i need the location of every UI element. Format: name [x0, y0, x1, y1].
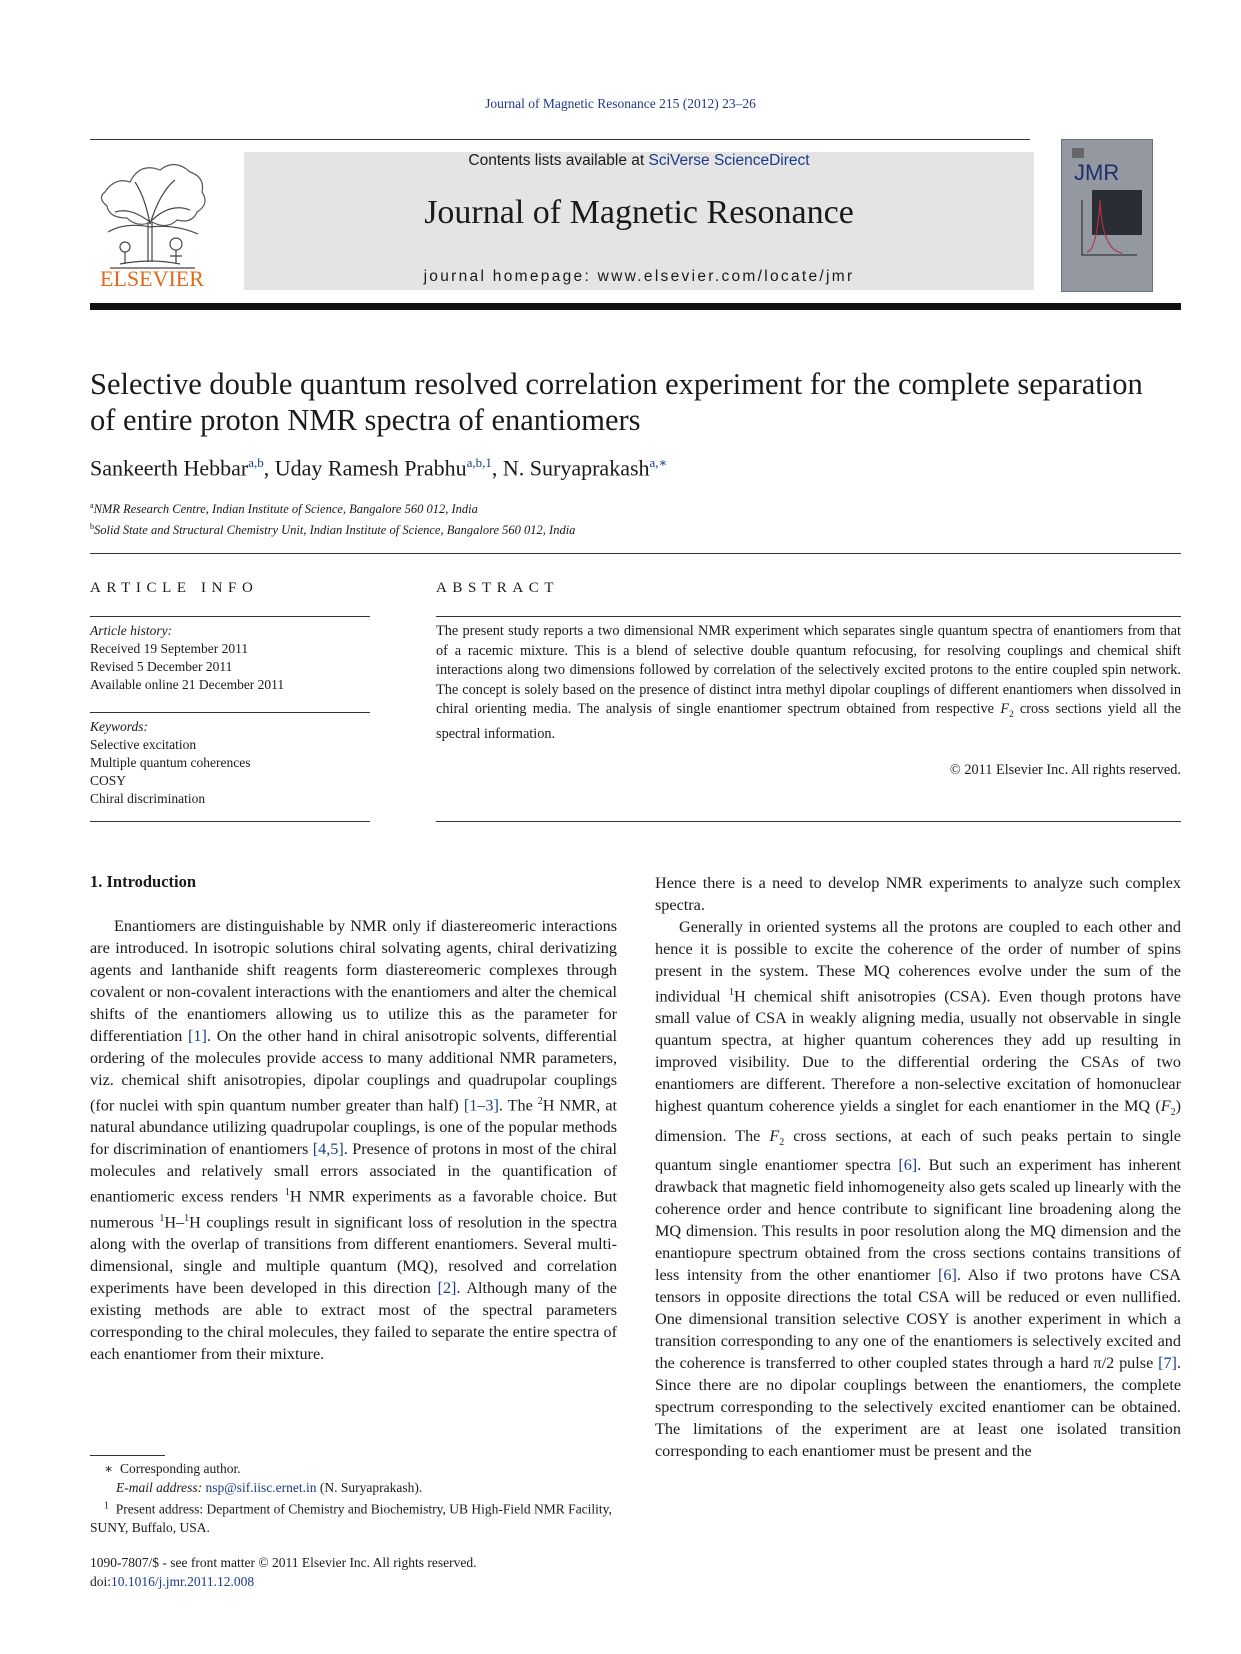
body-column-left: [90, 915, 617, 1365]
keyword: Multiple quantum coherences: [90, 755, 251, 770]
footnote: ∗ Corresponding author.: [104, 1461, 241, 1476]
tree-icon: [90, 152, 215, 292]
paragraph: Hence there is a need to develop NMR experiments to analyze such complex spectra.: [655, 874, 1181, 914]
article-info-heading: ARTICLE INFO: [90, 580, 259, 596]
divider: [90, 553, 1181, 554]
abstract-copyright: © 2011 Elsevier Inc. All rights reserved.: [949, 762, 1181, 778]
sciencedirect-link[interactable]: SciVerse ScienceDirect: [648, 152, 810, 169]
author-name: Sankeerth Hebbar: [90, 455, 249, 481]
section-heading: 1. Introduction: [90, 872, 197, 891]
divider: [436, 821, 1181, 822]
citation-link[interactable]: [6]: [937, 1265, 957, 1284]
svg-text:ELSEVIER: ELSEVIER: [100, 266, 204, 291]
email-link[interactable]: nsp@sif.iisc.ernet.in: [205, 1479, 317, 1495]
elsevier-logo: [90, 152, 215, 292]
journal-homepage[interactable]: journal homepage: www.elsevier.com/locate/jmr: [423, 268, 855, 285]
keyword: Selective excitation: [90, 737, 197, 752]
citation-link[interactable]: [7]: [1158, 1353, 1177, 1372]
author-name: N. Suryaprakash: [502, 455, 650, 481]
journal-banner: [244, 152, 1034, 290]
divider: [436, 616, 1181, 617]
footnote-rule: [90, 1455, 165, 1456]
affiliation: $^b$Solid State and Structural Chemistry Unit, Indian Institute of Science, Bangalore 560 012, India: [90, 522, 576, 538]
cover-image: [1062, 140, 1152, 291]
abstract-text: The present study reports a two dimensional NMR experiment which separates single quantum spectra of enantiomers from that of a racemic mixture. This is a blend of selective double quantum refocusing, for resolving couplings and chemical shift interactions along two dimensions followed by correlation of the selectively excited protons to the entire coupled spin network. The concept is solely based on the presence of distinct intra methyl dipolar couplings of different enantiomers when dissolved in chiral orienting media. The analysis of single enantiomer spectrum obtained from respective $F_2$ cross sections yield all the spectral information.: [436, 623, 1181, 742]
citation-link[interactable]: [4,5]: [312, 1140, 344, 1159]
header-rule: [90, 139, 1030, 140]
header-thick-rule: [90, 303, 1181, 310]
footer-issn: 1090-7807/$ - see front matter © 2011 Elsevier Inc. All rights reserved. doi:10.1016/j.jmr.2011.12.008: [90, 1555, 477, 1589]
divider: [90, 821, 370, 822]
citation-link[interactable]: [6]: [898, 1155, 918, 1174]
citation-link[interactable]: [2]: [437, 1279, 457, 1298]
abstract-heading: ABSTRACT: [436, 580, 560, 596]
divider: [90, 712, 370, 713]
affiliations: [90, 497, 575, 539]
history-item: Received 19 September 2011: [90, 641, 249, 656]
author-list: Sankeerth Hebbar$^{a,b}$, Uday Ramesh Prabhu$^{a,b,1}$, N. Suryaprakash$^{a,∗}$: [90, 455, 668, 481]
article-history: Article history: Received 19 September 2011 Revised 5 December 2011 Available online 21 December 2011: [90, 623, 285, 692]
affiliation: $^a$NMR Research Centre, Indian Institute of Science, Bangalore 560 012, India: [90, 501, 478, 517]
contents-line: Contents lists available at SciVerse ScienceDirect: [468, 152, 810, 169]
author-affil-link[interactable]: a,b,1: [466, 455, 492, 470]
journal-cover-thumbnail[interactable]: [1061, 139, 1153, 292]
keywords: Keywords: Selective excitation Multiple quantum coherences COSY Chiral discrimination: [90, 719, 251, 806]
doi-link[interactable]: 10.1016/j.jmr.2011.12.008: [111, 1574, 255, 1589]
journal-title: Journal of Magnetic Resonance: [424, 194, 854, 231]
author-affil-link[interactable]: a,∗: [649, 455, 668, 470]
svg-text:JMR: JMR: [1074, 160, 1120, 185]
author-affil-link[interactable]: a,b: [248, 455, 264, 470]
history-item: Revised 5 December 2011: [90, 659, 233, 674]
footnote: $^1$ Present address: Department of Chemistry and Biochemistry, UB High-Field NMR Facility, SUNY, Buffalo, USA.: [90, 1500, 612, 1535]
article-title: Selective double quantum resolved correlation experiment for the complete separation of entire proton NMR spectra of enantiomers: [90, 367, 1143, 437]
author-name: Uday Ramesh Prabhu: [274, 455, 467, 481]
journal-citation[interactable]: Journal of Magnetic Resonance 215 (2012) 23–26: [485, 96, 756, 111]
citation-link[interactable]: [1–3]: [463, 1096, 499, 1115]
footnote: E-mail address: nsp@sif.iisc.ernet.in (N. Suryaprakash).: [116, 1479, 423, 1495]
history-item: Available online 21 December 2011: [90, 677, 285, 692]
keyword: Chiral discrimination: [90, 791, 206, 806]
paragraph: Enantiomers are distinguishable by NMR only if diastereomeric interactions are introduced. In isotropic solutions chiral solvating agents, chiral derivatizing agents and lanthanide shift reagents form diastereomeric complexes through covalent or non-covalent interactions with the enantiomers and alter the chemical shifts of the enantiomers allowing us to utilize this as the parameter for differentiation [1]. On the other hand in chiral anisotropic solvents, differential ordering of the molecules provide access to many additional NMR parameters, viz. chemical shift anisotropies, dipolar couplings and quadrupolar couplings (for nuclei with spin quantum number greater than half) [1–3]. The $^2$H NMR, at natural abundance utilizing quadrupolar couplings, is one of the popular methods for discrimination of enantiomers [4,5]. Presence of protons in most of the chiral molecules and relatively small errors associated in the quantification of enantiomeric excess renders $^1$H NMR experiments as a favorable choice. But numerous $^1$H–$^1$H couplings result in significant loss of resolution in the spectra along with the overlap of transitions from different enantiomers. Several multi-dimensional, single and multiple quantum (MQ), resolved and correlation experiments have been developed in this direction [2]. Although many of the existing methods are able to extract most of the spectral parameters corresponding to the chiral molecules, they failed to separate the entire spectra of each enantiomer from their mixture.: [90, 917, 618, 1364]
footnotes: [90, 1460, 617, 1538]
body-column-right: [655, 872, 1181, 1462]
citation-link[interactable]: [1]: [188, 1027, 207, 1045]
keyword: COSY: [90, 773, 127, 788]
divider: [90, 616, 370, 617]
paragraph: Generally in oriented systems all the protons are coupled to each other and hence it is possible to excite the coherence of the order of number of spins present in the system. These MQ coherences evolve under the sum of the individual $^1$H chemical shift anisotropies (CSA). Even though protons have small value of CSA in weakly aligning media, usually not observable in single quantum spectra, at higher quantum coherences they add up resulting in improved visibility. Due to the differential ordering the CSAs of two enantiomers are different. Therefore a non-selective excitation of homonuclear highest quantum coherence yields a singlet for each enantiomer in the MQ $(F_2)$ dimension. The $F_2$ cross sections, at each of such peaks pertain to single quantum single enantiomer spectra [6]. But such an experiment has inherent drawback that magnetic field inhomogeneity also gets scaled up linearly with the coherence order and hence contribute to significant line broadening along the MQ dimension. This results in poor resolution along the MQ dimension and the enantiopure spectrum obtained from the cross sections contains transitions of less intensity from the other enantiomer [6]. Also if two protons have CSA tensors in opposite directions the total CSA will be reduced or even nullified. One dimensional transition selective COSY is another experiment in which a transition corresponding to any one of the enantiomers is selectively excited and the coherence is transferred to other coupled states through a hard π/2 pulse [7]. Since there are no dipolar couplings between the enantiomers, the complete spectrum corresponding to the selectively excited enantiomer can be obtained. The limitations of the experiment are at least one isolated transition corresponding to each enantiomer must be present and the: [655, 918, 1182, 1460]
